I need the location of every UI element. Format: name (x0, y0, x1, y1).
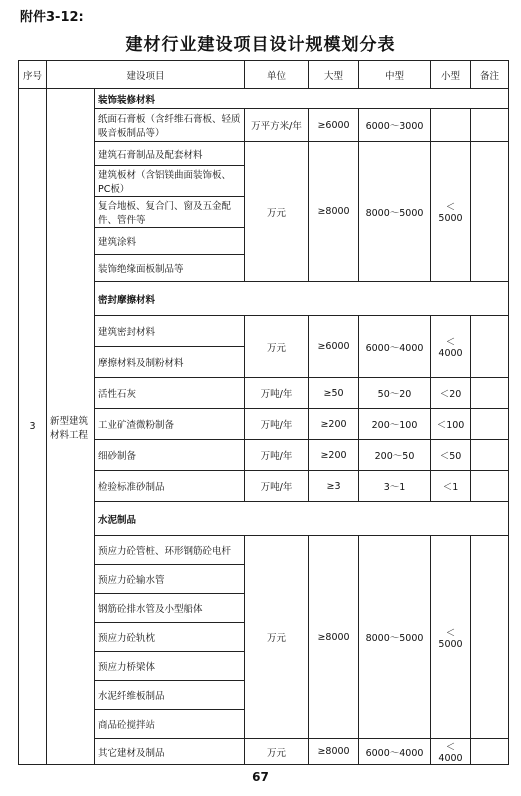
item-label: 活性石灰 (95, 378, 245, 409)
small-cell: ＜100 (431, 409, 471, 440)
large-cell: ≥8000 (309, 536, 359, 739)
large-cell: ≥6000 (309, 109, 359, 142)
item-label: 钢筋砼排水管及小型船体 (95, 594, 245, 623)
section-cement: 水泥制品 (95, 502, 509, 536)
small-cell: ＜4000 (431, 316, 471, 378)
item-label: 预应力砼轨枕 (95, 623, 245, 652)
medium-cell: 3～1 (359, 471, 431, 502)
unit-cell: 万平方米/年 (245, 109, 309, 142)
item-label: 检验标准砂制品 (95, 471, 245, 502)
large-cell: ≥8000 (309, 739, 359, 765)
item-label: 建筑石膏制品及配套材料 (95, 142, 245, 166)
small-cell (431, 109, 471, 142)
small-cell: ＜5000 (431, 536, 471, 739)
item-label: 商品砼搅拌站 (95, 710, 245, 739)
note-cell (471, 316, 509, 378)
item-label: 建筑板材（含铝镁曲面装饰板、PC板） (95, 166, 245, 197)
page-title: 建材行业建设项目设计规模划分表 (125, 35, 396, 55)
note-cell (471, 378, 509, 409)
note-cell (471, 440, 509, 471)
scale-table (18, 60, 509, 765)
item-label: 预应力砼管桩、环形钢筋砼电杆 (95, 536, 245, 565)
medium-cell: 6000～3000 (359, 109, 431, 142)
item-label: 复合地板、复合门、窗及五金配件、管件等 (95, 197, 245, 228)
header-row (19, 61, 509, 89)
header-medium: 中型 (359, 61, 431, 89)
large-cell: ≥200 (309, 409, 359, 440)
medium-cell: 200～100 (359, 409, 431, 440)
header-large: 大型 (309, 61, 359, 89)
note-cell (471, 536, 509, 739)
medium-cell: 200～50 (359, 440, 431, 471)
item-label: 其它建材及制品 (95, 739, 245, 765)
header-project: 建设项目 (47, 61, 245, 89)
note-cell (471, 471, 509, 502)
unit-cell: 万吨/年 (245, 378, 309, 409)
medium-cell: 8000～5000 (359, 142, 431, 282)
unit-cell: 万元 (245, 142, 309, 282)
small-cell: ＜20 (431, 378, 471, 409)
item-label: 细砂制备 (95, 440, 245, 471)
small-cell: ＜50 (431, 440, 471, 471)
header-unit: 单位 (245, 61, 309, 89)
page-number: 67 (252, 770, 269, 784)
item-label: 水泥纤维板制品 (95, 681, 245, 710)
item-label: 建筑涂料 (95, 228, 245, 255)
note-cell (471, 739, 509, 765)
large-cell: ≥3 (309, 471, 359, 502)
large-cell: ≥8000 (309, 142, 359, 282)
large-cell: ≥200 (309, 440, 359, 471)
large-cell: ≥6000 (309, 316, 359, 378)
section-decoration: 装饰装修材料 (95, 89, 509, 109)
small-cell: ＜1 (431, 471, 471, 502)
unit-cell: 万吨/年 (245, 471, 309, 502)
unit-cell: 万元 (245, 739, 309, 765)
item-label: 预应力桥梁体 (95, 652, 245, 681)
item-label: 预应力砼输水管 (95, 565, 245, 594)
unit-cell: 万吨/年 (245, 409, 309, 440)
section-row (19, 89, 509, 109)
item-label: 摩擦材料及制粉材料 (95, 347, 245, 378)
unit-cell: 万元 (245, 536, 309, 739)
item-label: 建筑密封材料 (95, 316, 245, 347)
note-cell (471, 109, 509, 142)
medium-cell: 8000～5000 (359, 536, 431, 739)
large-cell: ≥50 (309, 378, 359, 409)
annex-label: 附件3-12: (20, 10, 84, 25)
header-small: 小型 (431, 61, 471, 89)
group-name: 新型建筑材料工程 (47, 89, 95, 765)
note-cell (471, 142, 509, 282)
header-no: 序号 (19, 61, 47, 89)
medium-cell: 50～20 (359, 378, 431, 409)
small-cell: ＜5000 (431, 142, 471, 282)
item-label: 装饰绝缘面板制品等 (95, 255, 245, 282)
unit-cell: 万元 (245, 316, 309, 378)
header-note: 备注 (471, 61, 509, 89)
item-label: 纸面石膏板（含纤维石膏板、轻质吸音板制品等） (95, 109, 245, 142)
item-label: 工业矿渣微粉制备 (95, 409, 245, 440)
medium-cell: 6000～4000 (359, 316, 431, 378)
group-number: 3 (19, 89, 47, 765)
section-sealing: 密封摩擦材料 (95, 282, 509, 316)
note-cell (471, 409, 509, 440)
medium-cell: 6000～4000 (359, 739, 431, 765)
small-cell: ＜4000 (431, 739, 471, 765)
unit-cell: 万吨/年 (245, 440, 309, 471)
